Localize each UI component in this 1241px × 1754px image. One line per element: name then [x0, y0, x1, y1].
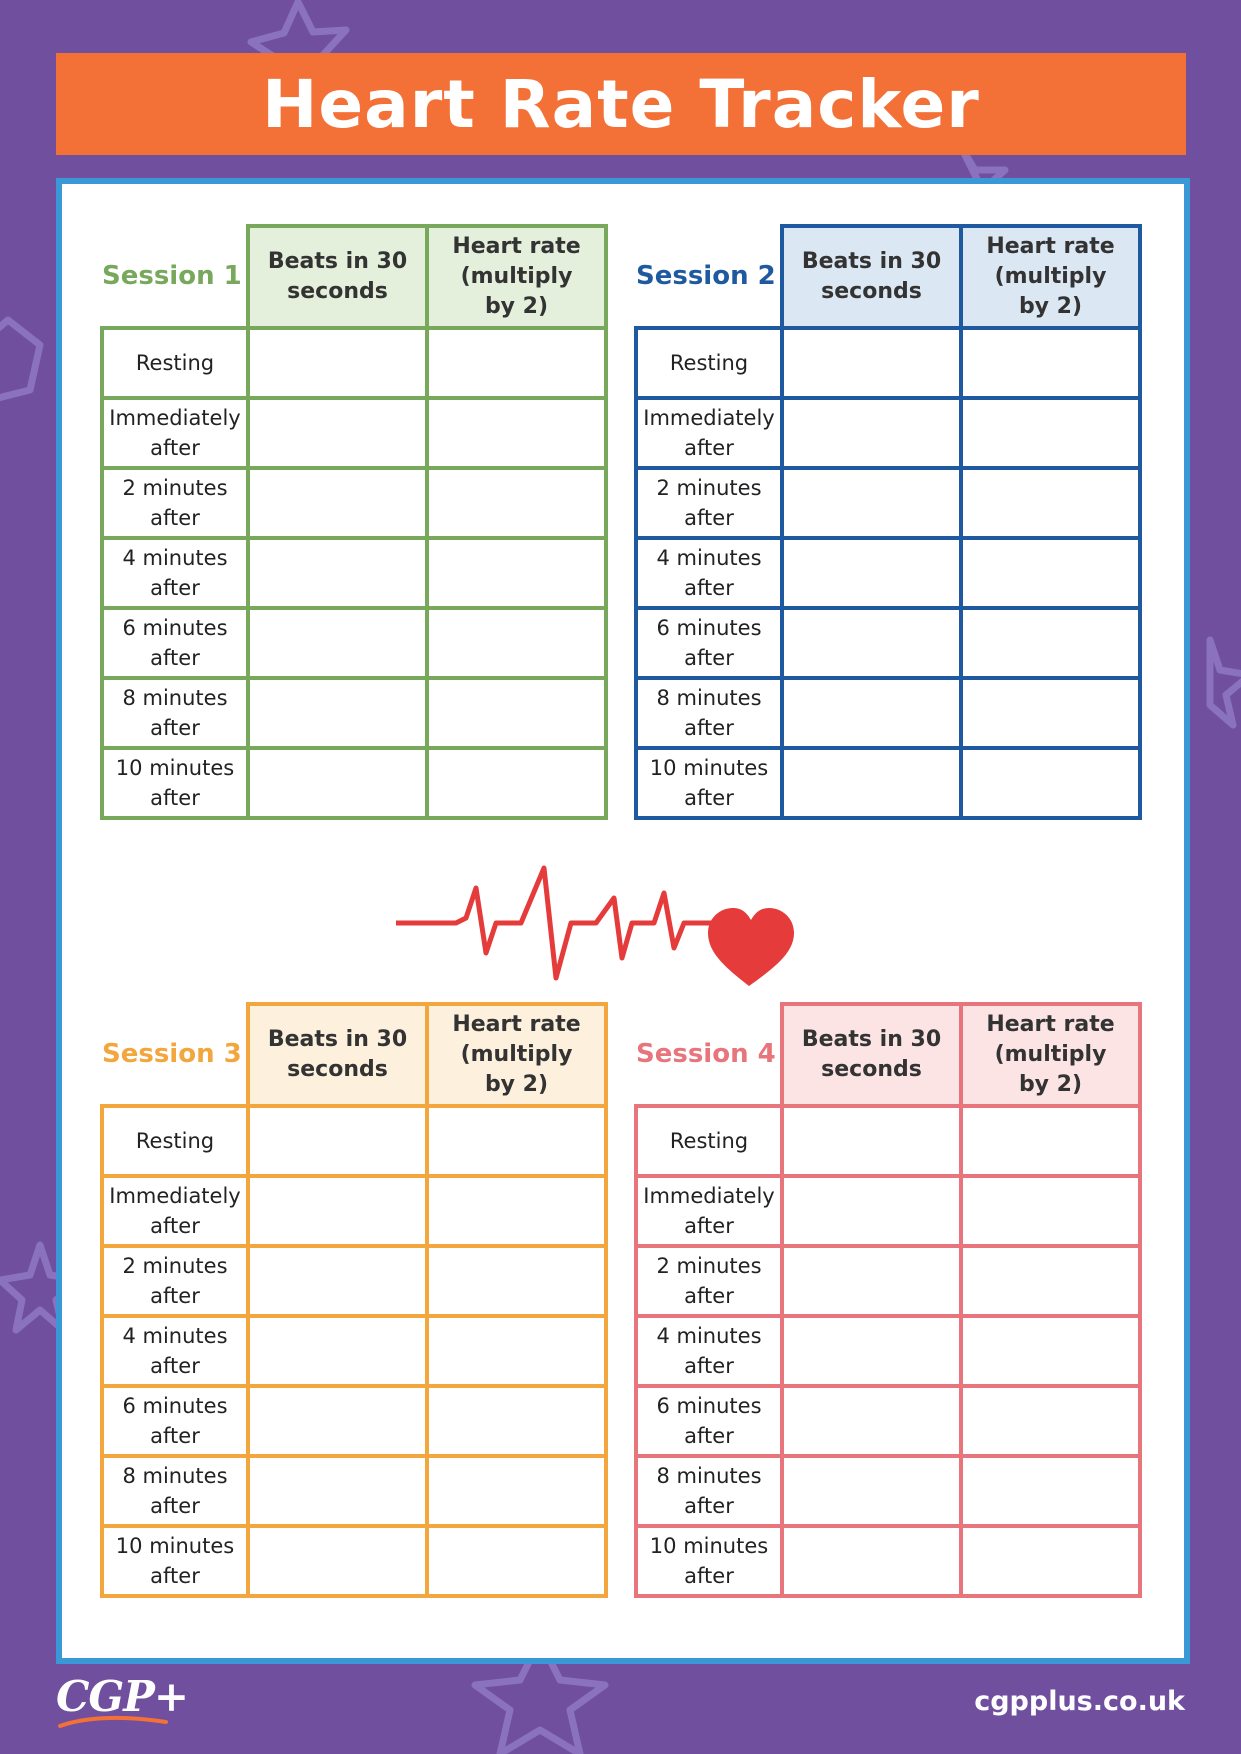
heart-rate-entry-cell[interactable] — [961, 468, 1140, 538]
row-label — [102, 1386, 248, 1456]
row-label — [636, 678, 782, 748]
text-line: by 2) — [484, 1072, 549, 1097]
text-line: (multiply — [994, 1042, 1107, 1067]
text-line: after — [684, 576, 734, 600]
heart-icon — [708, 908, 794, 986]
beats-entry-cell[interactable] — [782, 1526, 961, 1596]
beats-column-header — [782, 1004, 961, 1106]
text-line: seconds — [821, 279, 922, 304]
beats-entry-cell[interactable] — [248, 468, 427, 538]
text-line: Resting — [669, 351, 749, 375]
text-line: after — [150, 1284, 200, 1308]
heart-rate-entry-cell[interactable] — [427, 608, 606, 678]
heart-rate-column-header — [427, 1004, 606, 1106]
text-line: after — [684, 1354, 734, 1378]
table-row — [636, 398, 1140, 468]
beats-entry-cell[interactable] — [248, 608, 427, 678]
text-line: (multiply — [994, 264, 1107, 289]
heart-rate-entry-cell[interactable] — [961, 1526, 1140, 1596]
beats-entry-cell[interactable] — [782, 678, 961, 748]
table-row — [102, 398, 606, 468]
beats-entry-cell[interactable] — [782, 748, 961, 818]
table-row — [636, 748, 1140, 818]
row-label — [102, 468, 248, 538]
page-title: Heart Rate Tracker — [262, 65, 980, 143]
text-line: Beats in 30 — [267, 1027, 408, 1052]
beats-entry-cell[interactable] — [782, 538, 961, 608]
row-label — [636, 1316, 782, 1386]
beats-column-header — [248, 226, 427, 328]
table-row — [636, 678, 1140, 748]
beats-entry-cell[interactable] — [248, 748, 427, 818]
row-label — [102, 748, 248, 818]
text-line: Immediately — [643, 406, 775, 430]
table-row — [636, 608, 1140, 678]
heart-rate-entry-cell[interactable] — [427, 1316, 606, 1386]
heart-rate-entry-cell[interactable] — [961, 1386, 1140, 1456]
heart-rate-entry-cell[interactable] — [961, 398, 1140, 468]
row-label — [102, 1246, 248, 1316]
text-line: 2 minutes — [656, 1254, 762, 1278]
row-label — [102, 1526, 248, 1596]
table-row — [636, 1386, 1140, 1456]
heart-rate-entry-cell[interactable] — [427, 1106, 606, 1176]
row-label — [636, 1526, 782, 1596]
beats-entry-cell[interactable] — [248, 1386, 427, 1456]
beats-column-header — [782, 226, 961, 328]
heartbeat-icon — [396, 858, 796, 993]
text-line: 4 minutes — [122, 546, 228, 570]
beats-column-header — [248, 1004, 427, 1106]
text-line: 8 minutes — [122, 686, 228, 710]
session-1-table — [100, 224, 604, 820]
text-line: Beats in 30 — [267, 249, 408, 274]
heart-rate-entry-cell[interactable] — [961, 608, 1140, 678]
row-label — [102, 1106, 248, 1176]
text-line: after — [150, 646, 200, 670]
text-line: 10 minutes — [115, 1534, 235, 1558]
table-row — [636, 1246, 1140, 1316]
logo-swoosh-icon — [58, 1714, 168, 1730]
text-line: after — [684, 786, 734, 810]
text-line: 6 minutes — [122, 616, 228, 640]
text-line: by 2) — [1018, 294, 1083, 319]
row-label — [102, 1316, 248, 1386]
row-label — [636, 1386, 782, 1456]
heart-rate-entry-cell[interactable] — [961, 328, 1140, 398]
beats-entry-cell[interactable] — [782, 328, 961, 398]
text-line: Beats in 30 — [801, 1027, 942, 1052]
text-line: 6 minutes — [656, 1394, 762, 1418]
text-line: after — [684, 436, 734, 460]
text-line: 8 minutes — [122, 1464, 228, 1488]
row-label — [636, 328, 782, 398]
session-label: Session 2 — [636, 226, 782, 328]
text-line: seconds — [821, 1057, 922, 1082]
beats-entry-cell[interactable] — [782, 608, 961, 678]
text-line: after — [684, 1214, 734, 1238]
beats-entry-cell[interactable] — [248, 1456, 427, 1526]
text-line: after — [684, 716, 734, 740]
heart-rate-entry-cell[interactable] — [427, 328, 606, 398]
row-label — [636, 1106, 782, 1176]
text-line: Heart rate — [986, 234, 1115, 259]
heart-rate-entry-cell[interactable] — [961, 1246, 1140, 1316]
text-line: 6 minutes — [656, 616, 762, 640]
text-line: after — [684, 646, 734, 670]
text-line: Immediately — [643, 1184, 775, 1208]
text-line: 8 minutes — [656, 686, 762, 710]
text-line: after — [684, 506, 734, 530]
text-line: Heart rate — [452, 1012, 581, 1037]
row-label — [636, 1246, 782, 1316]
table-row — [102, 678, 606, 748]
text-line: after — [684, 1494, 734, 1518]
star-icon — [1210, 640, 1241, 725]
cgp-logo: CGP+ — [56, 1672, 189, 1721]
heart-rate-entry-cell[interactable] — [427, 678, 606, 748]
heart-rate-entry-cell[interactable] — [961, 1176, 1140, 1246]
table-row — [102, 1106, 606, 1176]
heart-rate-entry-cell[interactable] — [427, 468, 606, 538]
text-line: Resting — [135, 351, 215, 375]
heart-rate-column-header — [961, 1004, 1140, 1106]
beats-entry-cell[interactable] — [782, 1176, 961, 1246]
text-line: after — [150, 716, 200, 740]
text-line: 4 minutes — [122, 1324, 228, 1348]
heart-rate-entry-cell[interactable] — [961, 1316, 1140, 1386]
text-line: 2 minutes — [122, 1254, 228, 1278]
beats-entry-cell[interactable] — [782, 1316, 961, 1386]
table-row — [102, 328, 606, 398]
text-line: after — [150, 1354, 200, 1378]
table-row — [102, 748, 606, 818]
text-line: after — [150, 1214, 200, 1238]
heart-rate-entry-cell[interactable] — [427, 1176, 606, 1246]
beats-entry-cell[interactable] — [248, 1526, 427, 1596]
beats-entry-cell[interactable] — [248, 1246, 427, 1316]
table-row — [102, 1176, 606, 1246]
beats-entry-cell[interactable] — [782, 1106, 961, 1176]
session-4-table — [634, 1002, 1138, 1598]
row-label — [102, 608, 248, 678]
text-line: Immediately — [109, 406, 241, 430]
text-line: 8 minutes — [656, 1464, 762, 1488]
table-row — [102, 1526, 606, 1596]
text-line: after — [684, 1564, 734, 1588]
text-line: 2 minutes — [656, 476, 762, 500]
heart-rate-entry-cell[interactable] — [961, 678, 1140, 748]
site-url: cgpplus.co.uk — [974, 1686, 1185, 1717]
row-label — [636, 608, 782, 678]
heart-rate-entry-cell[interactable] — [427, 398, 606, 468]
table-row — [102, 1456, 606, 1526]
text-line: 4 minutes — [656, 1324, 762, 1348]
title-banner — [56, 53, 1186, 155]
heart-rate-column-header — [961, 226, 1140, 328]
table-row — [636, 1316, 1140, 1386]
heart-rate-entry-cell[interactable] — [427, 1526, 606, 1596]
heart-rate-entry-cell[interactable] — [427, 538, 606, 608]
text-line: 10 minutes — [115, 756, 235, 780]
session-label: Session 3 — [102, 1004, 248, 1106]
table-row — [636, 1106, 1140, 1176]
session-2-table — [634, 224, 1138, 820]
text-line: seconds — [287, 279, 388, 304]
table-row — [636, 1456, 1140, 1526]
row-label — [102, 678, 248, 748]
beats-entry-cell[interactable] — [248, 1176, 427, 1246]
table-row — [636, 328, 1140, 398]
text-line: after — [684, 1284, 734, 1308]
beats-entry-cell[interactable] — [782, 1386, 961, 1456]
table-row — [102, 1246, 606, 1316]
text-line: seconds — [287, 1057, 388, 1082]
session-3-table — [100, 1002, 604, 1598]
text-line: Immediately — [109, 1184, 241, 1208]
text-line: after — [150, 436, 200, 460]
text-line: after — [150, 1424, 200, 1448]
heart-rate-entry-cell[interactable] — [427, 748, 606, 818]
beats-entry-cell[interactable] — [248, 1106, 427, 1176]
table-row — [102, 1386, 606, 1456]
text-line: by 2) — [1018, 1072, 1083, 1097]
heart-rate-entry-cell[interactable] — [961, 1456, 1140, 1526]
row-label — [102, 328, 248, 398]
table-row — [636, 1526, 1140, 1596]
row-label — [636, 1176, 782, 1246]
text-line: after — [150, 1564, 200, 1588]
heart-rate-entry-cell[interactable] — [427, 1246, 606, 1316]
table-row — [102, 608, 606, 678]
text-line: Beats in 30 — [801, 249, 942, 274]
table-row — [102, 1316, 606, 1386]
row-label — [636, 398, 782, 468]
beats-entry-cell[interactable] — [248, 678, 427, 748]
text-line: by 2) — [484, 294, 549, 319]
table-row — [636, 1176, 1140, 1246]
text-line: Resting — [669, 1129, 749, 1153]
heart-rate-entry-cell[interactable] — [961, 1106, 1140, 1176]
row-label — [102, 398, 248, 468]
text-line: Resting — [135, 1129, 215, 1153]
beats-entry-cell[interactable] — [248, 538, 427, 608]
text-line: after — [150, 1494, 200, 1518]
text-line: 6 minutes — [122, 1394, 228, 1418]
heart-rate-column-header — [427, 226, 606, 328]
beats-entry-cell[interactable] — [248, 1316, 427, 1386]
heart-rate-entry-cell[interactable] — [961, 748, 1140, 818]
text-line: (multiply — [460, 264, 573, 289]
text-line: Heart rate — [452, 234, 581, 259]
heart-rate-entry-cell[interactable] — [961, 538, 1140, 608]
text-line: 4 minutes — [656, 546, 762, 570]
heart-rate-entry-cell[interactable] — [427, 1456, 606, 1526]
row-label — [636, 468, 782, 538]
table-row — [102, 468, 606, 538]
beats-entry-cell[interactable] — [782, 1456, 961, 1526]
text-line: Heart rate — [986, 1012, 1115, 1037]
beats-entry-cell[interactable] — [782, 468, 961, 538]
text-line: 2 minutes — [122, 476, 228, 500]
row-label — [636, 748, 782, 818]
row-label — [102, 1176, 248, 1246]
session-label: Session 1 — [102, 226, 248, 328]
beats-entry-cell[interactable] — [248, 328, 427, 398]
beats-entry-cell[interactable] — [782, 1246, 961, 1316]
text-line: 10 minutes — [649, 1534, 769, 1558]
table-row — [636, 538, 1140, 608]
text-line: after — [150, 786, 200, 810]
text-line: after — [150, 506, 200, 530]
row-label — [102, 1456, 248, 1526]
text-line: after — [684, 1424, 734, 1448]
beats-entry-cell[interactable] — [782, 398, 961, 468]
text-line: 10 minutes — [649, 756, 769, 780]
text-line: after — [150, 576, 200, 600]
row-label — [636, 538, 782, 608]
table-row — [102, 538, 606, 608]
star-icon — [0, 320, 40, 400]
table-row — [636, 468, 1140, 538]
pulse-line-icon — [396, 868, 716, 978]
heart-rate-entry-cell[interactable] — [427, 1386, 606, 1456]
session-label: Session 4 — [636, 1004, 782, 1106]
row-label — [636, 1456, 782, 1526]
beats-entry-cell[interactable] — [248, 398, 427, 468]
text-line: (multiply — [460, 1042, 573, 1067]
row-label — [102, 538, 248, 608]
